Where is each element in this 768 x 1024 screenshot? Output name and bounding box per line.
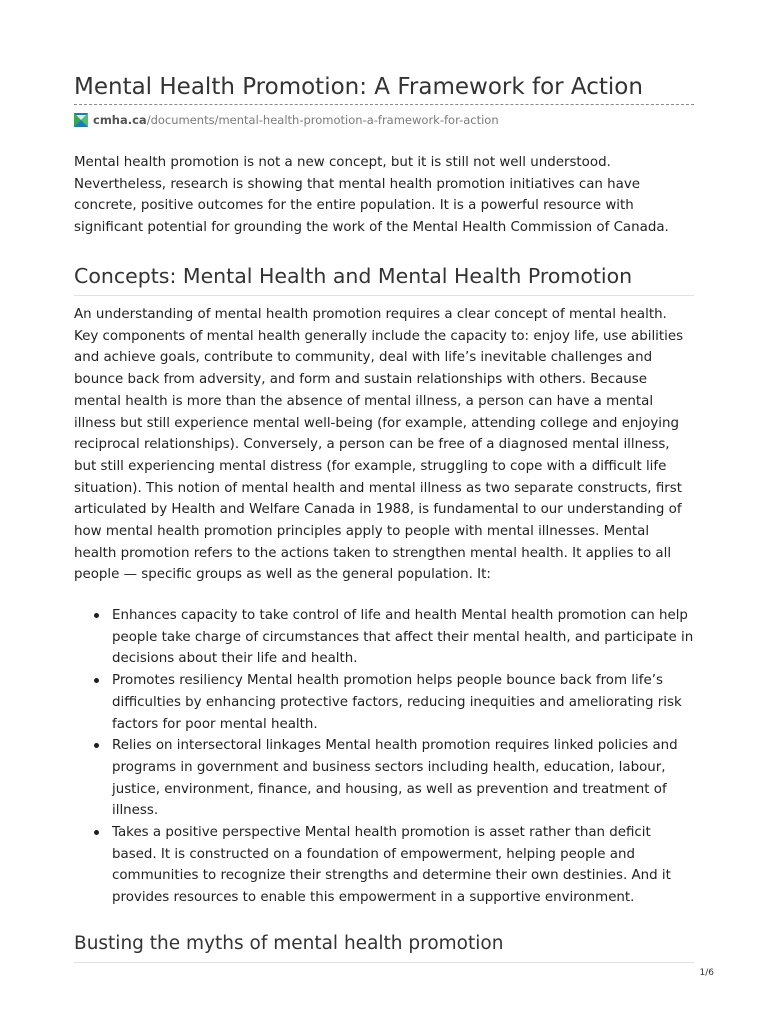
source-path: /documents/mental-health-promotion-a-framework-for-action xyxy=(146,113,499,127)
list-item xyxy=(74,735,694,822)
intro-paragraph: Mental health promotion is not a new concept, but it is still not well understood. Nevertheless, research is showing that mental health promotion initiatives can have concrete, positive outcomes for the entire population. It is a powerful resource with significant potential for grounding the work of the Mental Health Commission of Canada. xyxy=(74,155,669,236)
section-heading-myths: Busting the myths of mental health promotion xyxy=(74,933,504,954)
list-item xyxy=(74,822,694,909)
concepts-paragraph: An understanding of mental health promotion requires a clear concept of mental health. Key components of mental health generally include the capacity to: enjoy life, use abilities and achieve goals, contribute to community, deal with life’s inevitable challenges and bounce back from adversity, and form and sustain relationships with others. Because mental health is more than the absence of mental illness, a person can have a mental illness but still experience mental well-being (for example, attending college and enjoying reciprocal relationships). Conversely, a person can be free of a diagnosed mental illness, but still experiencing mental distress (for example, struggling to cope with a difficult life situation). This notion of mental health and mental illness as two separate constructs, first articulated by Health and Welfare Canada in 1988, is fundamental to our understanding of how mental health promotion principles apply to people with mental illnesses. Mental health promotion refers to the actions taken to strengthen mental health. It applies to all people — specific groups as well as the general population. It: xyxy=(74,307,684,583)
section-divider xyxy=(74,295,694,296)
source-link[interactable] xyxy=(74,111,499,129)
list-item-text: Takes a positive perspective Mental health promotion is asset rather than deficit based. It is constructed on a foundation of empowerment, helping people and communities to recognize their strengths and determine their own destinies. And it provides resources to enable this empowerment in a supportive environment. xyxy=(112,825,671,906)
section-divider xyxy=(74,962,694,963)
document-title: Mental Health Promotion: A Framework for Action xyxy=(74,74,643,100)
bullet-icon xyxy=(94,678,99,683)
list-item-text: Promotes resiliency Mental health promotion helps people bounce back from life’s difficulties by enhancing protective factors, reducing inequities and ameliorating risk factors for poor mental health. xyxy=(112,673,682,732)
bullet-icon xyxy=(94,613,99,618)
bullet-list xyxy=(74,605,694,909)
list-item xyxy=(74,605,694,670)
list-item-text: Relies on intersectoral linkages Mental health promotion requires linked policies and programs in government and business sectors including health, education, labour, justice, environment, finance, and housing, as well as prevention and treatment of illness. xyxy=(112,738,678,819)
section-heading-concepts: Concepts: Mental Health and Mental Health Promotion xyxy=(74,264,633,288)
title-divider xyxy=(74,104,694,105)
source-domain: cmha.ca xyxy=(93,113,147,127)
bullet-icon xyxy=(94,830,99,835)
list-item-text: Enhances capacity to take control of life and health Mental health promotion can help people take charge of circumstances that affect their mental health, and participate in decisions about their life and health. xyxy=(112,608,694,667)
list-item xyxy=(74,670,694,735)
cmha-logo-icon xyxy=(74,113,88,127)
page-number: 1/6 xyxy=(699,968,714,978)
bullet-icon xyxy=(94,743,99,748)
